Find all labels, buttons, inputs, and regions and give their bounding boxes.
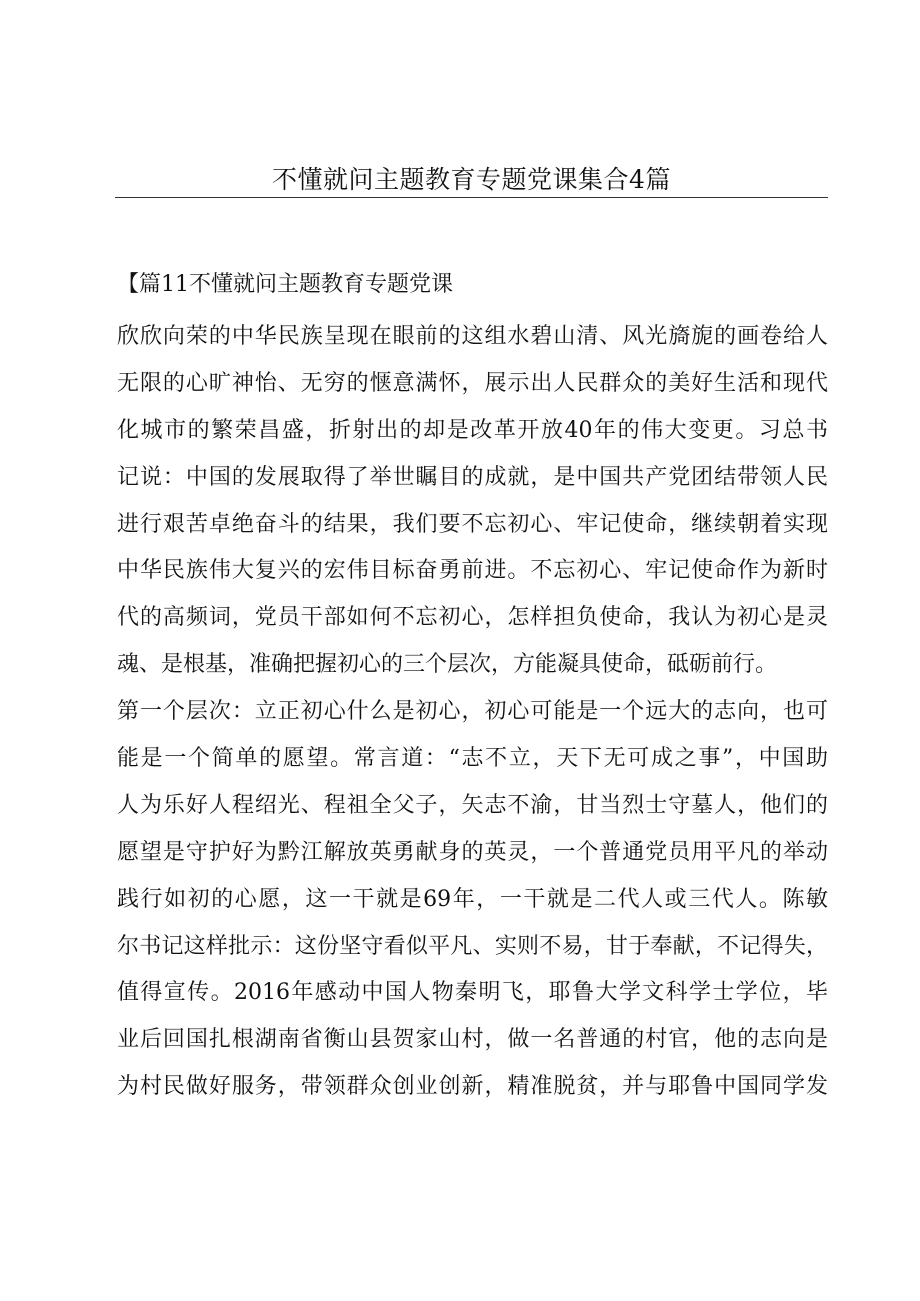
- body-line: 第一个层次：立正初心什么是初心，初心可能是一个远大的志向，也可: [117, 699, 828, 725]
- body-line: 化城市的繁荣昌盛，折射出的却是改革开放40年的伟大变更。习总书: [117, 417, 828, 443]
- body-line: 欣欣向荣的中华民族呈现在眼前的这组水碧山清、风光旖旎的画卷给人: [117, 324, 828, 349]
- body-line: 魂、是根基，准确把握初心的三个层次，方能凝具使命，砥砺前行。: [117, 652, 778, 678]
- body-line: 人为乐好人程绍光、程祖全父子，矢志不渝，甘当烈士守墓人，他们的: [117, 792, 828, 818]
- body-line: 中华民族伟大复兴的宏伟目标奋勇前进。不忘初心、牢记使命作为新时: [117, 558, 828, 584]
- body-line: 进行艰苦卓绝奋斗的结果，我们要不忘初心、牢记使命，继续朝着实现: [117, 511, 828, 537]
- body-line: 为村民做好服务，带领群众创业创新，精准脱贫，并与耶鲁中国同学发: [117, 1074, 828, 1100]
- body-line: 业后回国扎根湖南省衡山县贺家山村，做一名普通的村官，他的志向是: [117, 1027, 828, 1053]
- body-line: 无限的心旷神怡、无穷的惬意满怀，展示出人民群众的美好生活和现代: [117, 370, 828, 396]
- body-line: 尔书记这样批示：这份坚守看似平凡、实则不易，甘于奉献，不记得失，: [117, 933, 828, 959]
- document-title: 不懂就问主题教育专题党课集合4篇: [272, 165, 671, 194]
- section-heading: 【篇11不懂就问主题教育专题党课: [117, 272, 453, 297]
- body-line: 代的高频词，党员干部如何不忘初心，怎样担负使命，我认为初心是灵: [117, 605, 828, 631]
- body-line: 践行如初的心愿，这一干就是69年，一干就是二代人或三代人。陈敏: [117, 886, 828, 912]
- body-line: 记说：中国的发展取得了举世瞩目的成就，是中国共产党团结带领人民: [117, 464, 828, 490]
- body-line: 愿望是守护好为黔江解放英勇献身的英灵，一个普通党员用平凡的举动: [117, 839, 828, 865]
- body-line: 能是一个简单的愿望。常言道：“志不立，天下无可成之事”，中国助: [117, 746, 828, 772]
- title-underline: [115, 197, 828, 198]
- body-line: 值得宣传。2016年感动中国人物秦明飞，耶鲁大学文科学士学位，毕: [117, 980, 828, 1006]
- body-text: [117, 314, 828, 1111]
